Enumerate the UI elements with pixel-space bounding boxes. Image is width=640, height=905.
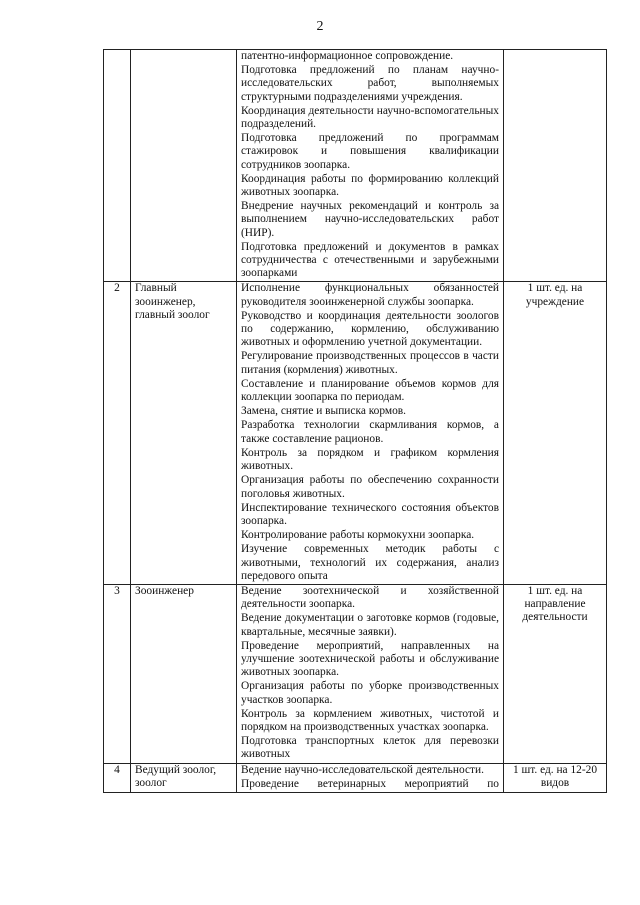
duty-item: Составление и планирование объемов кормов для коллекции зоопарка по периодам. xyxy=(241,377,499,404)
duties-cell xyxy=(237,584,504,763)
table-row xyxy=(104,584,607,763)
table-row xyxy=(104,763,607,792)
page-number: 2 xyxy=(316,19,324,34)
staff-quantity: 1 шт. ед. на 12-20 видов xyxy=(504,763,607,792)
table-row xyxy=(104,282,607,584)
duty-item: Изучение современных методик работы с животными, технологий их содержания, анализ передового опыта xyxy=(241,543,499,582)
duty-item: Инспектирование технического состояния объектов зоопарка. xyxy=(241,501,499,527)
duty-item: Руководство и координация деятельности зоологов по содержанию, кормлению, обслуживанию животных и оформлению учетной документации. xyxy=(241,309,499,349)
row-number: 2 xyxy=(104,282,131,584)
duty-item: Подготовка предложений и документов в рамках сотрудничества с отечественными и зарубежными зоопарками xyxy=(241,240,499,280)
duty-item: Ведение документации о заготовке кормов (годовые, квартальные, месячные заявки). xyxy=(241,612,499,638)
staff-quantity xyxy=(504,50,607,282)
duty-item: Регулирование производственных процессов в части питания (кормления) животных. xyxy=(241,350,499,376)
duty-item: Контроль за кормлением животных, чистотой и порядком на производственных участках зоопарка. xyxy=(241,707,499,733)
staff-quantity: 1 шт. ед. на учреждение xyxy=(504,282,607,584)
duties-cell xyxy=(237,282,504,584)
duty-item: Ведение зоотехнической и хозяйственной деятельности зоопарка. xyxy=(241,584,499,611)
duty-item: Проведение мероприятий, направленных на улучшение зоотехнической работы и обслуживание животных зоопарка. xyxy=(241,639,499,679)
staff-duties-table xyxy=(103,49,607,793)
position-title: Главный зооинженер, главный зоолог xyxy=(131,282,237,584)
position-title: Зооинженер xyxy=(131,584,237,763)
duties-cell xyxy=(237,50,504,282)
duty-item: Контроль за порядком и графиком кормления животных. xyxy=(241,446,499,473)
duty-item: Замена, снятие и выписка кормов. xyxy=(241,405,407,418)
row-number xyxy=(104,50,131,282)
duty-item: Контролирование работы кормокухни зоопарка. xyxy=(241,529,475,542)
duty-item: Разработка технологии скармливания кормов, а также составление рационов. xyxy=(241,419,499,445)
position-title xyxy=(131,50,237,282)
position-title: Ведущий зоолог, зоолог xyxy=(131,763,237,792)
row-number: 3 xyxy=(104,584,131,763)
duty-item: Подготовка предложений по планам научно-исследовательских работ, выполняемых структурными подразделениями учреждения. xyxy=(241,64,499,103)
duty-item: Организация работы по обеспечению сохранности поголовья животных. xyxy=(241,474,499,500)
duty-item: Подготовка транспортных клеток для перевозки животных xyxy=(241,735,499,761)
duty-item: патентно-информационное сопровождение. xyxy=(241,50,454,62)
table-row xyxy=(104,50,607,282)
duties-cell xyxy=(237,763,504,792)
duty-item: Подготовка предложений по программам стажировок и повышения квалификации сотрудников зоопарка. xyxy=(241,132,499,171)
row-number: 4 xyxy=(104,763,131,792)
duty-item: Исполнение функциональных обязанностей руководителя зооинженерной службы зоопарка. xyxy=(241,282,499,308)
duty-item: Проведение ветеринарных мероприятий по xyxy=(241,777,499,790)
duty-item: Координация работы по формированию коллекций животных зоопарка. xyxy=(241,172,499,199)
duty-item: Организация работы по уборке производственных участков зоопарка. xyxy=(241,680,499,706)
duty-item: Координация деятельности научно-вспомогательных подразделений. xyxy=(241,104,499,131)
duty-item: Внедрение научных рекомендаций и контроль за выполнением научно-исследовательских работ (НИР). xyxy=(241,200,499,239)
duty-item: Ведение научно-исследовательской деятельности. xyxy=(241,763,484,776)
staff-quantity: 1 шт. ед. на направление деятельности xyxy=(504,584,607,763)
